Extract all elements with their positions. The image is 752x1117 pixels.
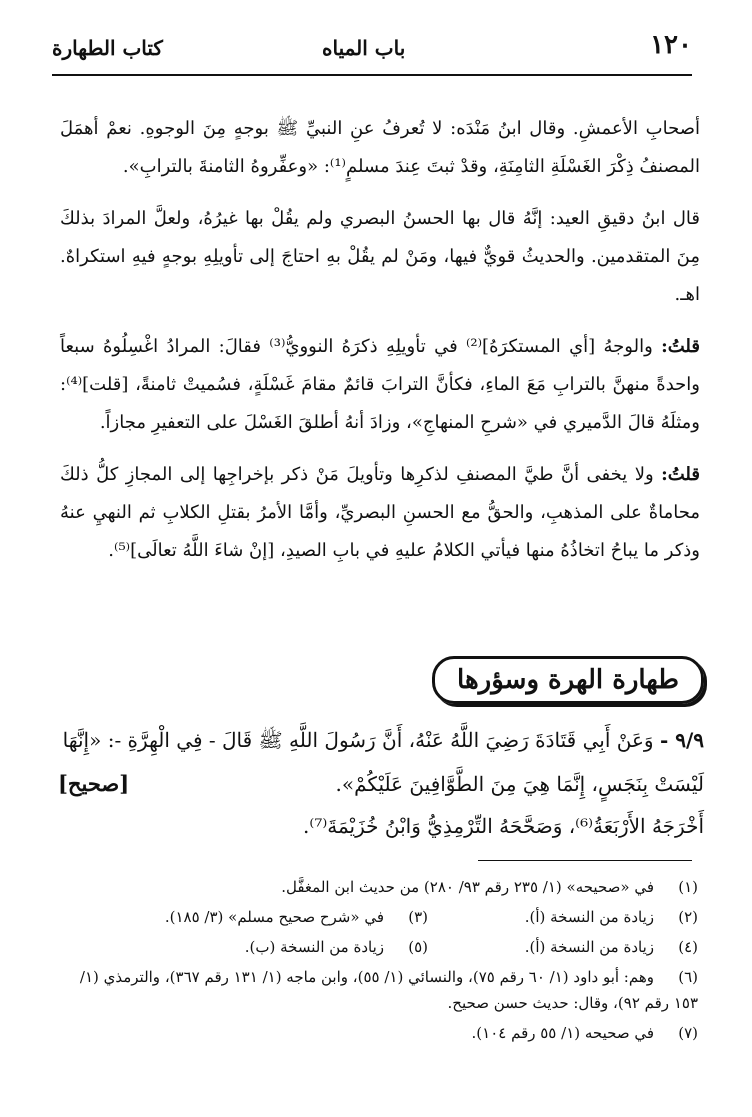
chapter-title: باب المياه xyxy=(322,36,406,60)
paragraph-lead: قلتُ: xyxy=(661,336,700,357)
hadith-grade: [صحيح] xyxy=(58,771,130,796)
hadith-takhrij: أَخْرَجَهُ الأَرْبَعَةُ⁽⁶⁾، وَصَحَّحَهُ التِّرْمِذِيُّ وَابْنُ خُزَيْمَةَ⁽⁷⁾. xyxy=(303,814,704,838)
hadith-text: ٩/٩ - وَعَنْ أَبِي قَتَادَةَ رَضِيَ اللَّهُ عَنْهُ، أَنَّ رَسُولَ اللَّهِ ﷺ قَالَ - فِي الْهِرَّةِ -: «إِنَّهَا لَيْسَتْ بِنَجَسٍ، إِنَّمَا هِيَ مِنَ الطَّوَّافِينَ عَلَيْكُمْ». [صحيح] xyxy=(58,718,704,806)
section-title: طهارة الهرة وسؤرها xyxy=(432,656,704,704)
header-divider xyxy=(52,74,692,76)
page-number: ١٢٠ xyxy=(650,30,692,60)
paragraph: قلتُ: ولا يخفى أنَّ طيَّ المصنفِ لذكرِها وتأويلَ مَنْ ذكر بإخراجِها إلى المجازِ كلُّ ذلكَ محاماةٌ على المذهبِ، والحقُّ مع الحسنِ البصريِّ، وأمَّا الأمرُ بقتلِ الكلابِ ثم النهيِ عنهُ وذكر ما يباحُ اتخاذُهُ منها فيأتي الكلامُ عليهِ في بابِ الصيدِ، [إنْ شاءَ اللَّهُ تعالَى]⁽⁵⁾. xyxy=(60,464,700,561)
footnote: (٦)وهم: أبو داود (١/ ٦٠ رقم ٧٥)، والنسائي (١/ ٥٥)، وابن ماجه (١/ ١٣١ رقم ٣٦٧)، والترمذي (١/ ١٥٣ رقم ٩٢)، وقال: حديث حسن صحيح. xyxy=(79,968,698,1012)
page-header xyxy=(52,30,692,72)
footnote-pair: (٤)زيادة من النسخة (أ). (٥)زيادة من النسخة (ب). xyxy=(244,938,698,956)
paragraph-lead: قلتُ: xyxy=(661,464,700,485)
hadith-number: ٩/٩ - xyxy=(659,728,704,752)
book-title: كتاب الطهارة xyxy=(52,36,163,60)
footnote-pair: (٢)زيادة من النسخة (أ). (٣)في «شرح صحيح مسلم» (٣/ ١٨٥). xyxy=(164,908,698,926)
paragraph: قلتُ: والوجهُ [أي المستكرَهُ]⁽²⁾ في تأويلِهِ ذكرَهُ النوويُّ⁽³⁾ فقالَ: المرادُ اغْسِلُوهُ سبعاً واحدةً منهنَّ بالترابِ مَعَ الماءِ، فكأنَّ الترابَ قائمٌ مقامَ غَسْلَةٍ، فسُميتْ ثامنةً، [قلت]⁽⁴⁾: ومثلَهُ قالَ الدَّميري في «شرحِ المنهاجِ»، وزادَ أنهُ أطلقَ الغَسْلَ على التعفيرِ مجازاً. xyxy=(60,336,700,433)
footnote-divider xyxy=(478,860,692,861)
footnote: (٧)في صحيحه (١/ ٥٥ رقم ١٠٤). xyxy=(471,1024,698,1042)
footnote: (١)في «صحيحه» (١/ ٢٣٥ رقم ٩٣/ ٢٨٠) من حديث ابن المغفَّل. xyxy=(281,878,698,896)
footnotes xyxy=(58,874,698,1050)
paragraph: أصحابِ الأعمشِ. وقال ابنُ مَنْدَه: لا تُعرفُ عنِ النبيِّ ﷺ بوجهٍ مِنَ الوجوهِ. نعمْ أهمَلَ المصنفُ ذِكْرَ الغَسْلَةِ الثامِنَةِ، وقدْ ثبتَ عِندَ مسلمٍ⁽¹⁾: «وعفِّروهُ الثامنةَ بالترابِ». xyxy=(60,118,700,177)
commentary-body xyxy=(60,110,700,584)
paragraph: قال ابنُ دقيقِ العيد: إنَّهُ قال بها الحسنُ البصري ولم يقُلْ بها غيرُهُ، ولعلَّ المرادَ بذلكَ مِنَ المتقدمين. والحديثُ قويٌّ فيها، ومَنْ لم يقُلْ بهِ احتاجَ إلى تأويلِهِ بوجهٍ فيهِ استكراهٌ. اهـ. xyxy=(60,208,700,305)
